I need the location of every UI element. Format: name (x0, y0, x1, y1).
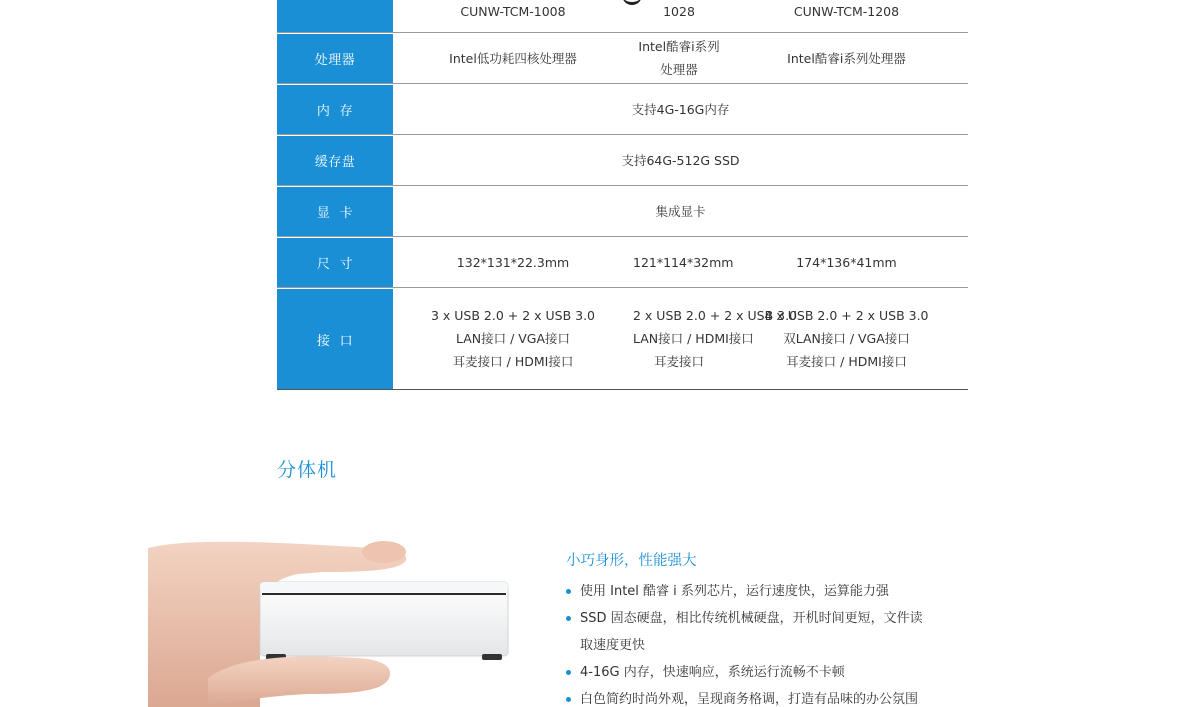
port-line: 2 x USB 2.0 + 2 x USB 3.0 (633, 308, 798, 323)
table-row-graphics (277, 186, 968, 237)
row-label: 显 卡 (277, 186, 393, 236)
model-name: CUNW-TCM-1008 (460, 4, 566, 19)
spec-table (277, 0, 968, 390)
port-line: 双LAN接口 / VGA接口 (783, 331, 910, 346)
cell-value: 支持64G-512G SSD (621, 152, 740, 168)
row-label: 缓存盘 (277, 135, 393, 185)
feature-item: SSD 固态硬盘，相比传统机械硬盘，开机时间更短，文件读取速度更快 (566, 605, 930, 659)
cell-value: 121*114*32mm (633, 254, 734, 270)
row-values (393, 84, 968, 134)
port-line: LAN接口 / HDMI接口 (633, 331, 754, 346)
feature-title: 小巧身形，性能强大 (566, 553, 697, 569)
feature-list (566, 548, 946, 707)
table-row-ports (277, 288, 968, 390)
row-label: 内 存 (277, 84, 393, 134)
cell-value: 集成显卡 (655, 203, 706, 219)
cell-value-list (633, 304, 798, 373)
table-row-size (277, 237, 968, 288)
feature-item: 4-16G 内存，快速响应，系统运行流畅不卡顿 (566, 659, 946, 686)
cell-value: Intel酷睿i系列处理器 (638, 39, 720, 77)
row-label: 处理器 (277, 33, 393, 83)
port-line: 耳麦接口 / HDMI接口 (452, 354, 574, 369)
table-row-memory (277, 84, 968, 135)
port-line: 耳麦接口 (653, 354, 704, 369)
model-names (393, 0, 968, 32)
row-values (393, 33, 968, 83)
feature-item: 白色简约时尚外观，呈现商务格调，打造有品味的办公氛围 (566, 686, 946, 707)
model-name: CUNW-TCM-1208 (793, 4, 900, 19)
port-line: 4 x USB 2.0 + 2 x USB 3.0 (764, 308, 929, 323)
cell-value: Intel酷睿i系列处理器 (787, 50, 906, 66)
table-row-cpu (277, 33, 968, 84)
port-line: LAN接口 / VGA接口 (455, 331, 571, 346)
header-label-cell (277, 0, 393, 32)
feature-item: 使用 Intel 酷睿 i 系列芯片，运行速度快，运算能力强 (566, 578, 946, 605)
row-label: 接 口 (277, 288, 393, 389)
table-header-row (277, 0, 968, 33)
model-name: 1028 (663, 4, 695, 19)
cell-value: 支持4G-16G内存 (631, 101, 730, 117)
row-values (393, 135, 968, 185)
row-label: 尺 寸 (277, 237, 393, 287)
row-values (393, 186, 968, 236)
cell-value-list (393, 304, 633, 373)
port-line: 3 x USB 2.0 + 2 x USB 3.0 (430, 308, 596, 323)
row-values (393, 288, 968, 389)
row-values (393, 237, 968, 287)
cell-value: Intel低功耗四核处理器 (449, 50, 577, 66)
cell-value: 174*136*41mm (796, 254, 897, 270)
port-line: 耳麦接口 / HDMI接口 (786, 354, 907, 369)
section-title: 分体机 (277, 459, 338, 481)
table-row-storage (277, 135, 968, 186)
product-photo (148, 538, 518, 707)
cell-value: 132*131*22.3mm (456, 254, 570, 270)
cell-value-list (725, 304, 968, 373)
